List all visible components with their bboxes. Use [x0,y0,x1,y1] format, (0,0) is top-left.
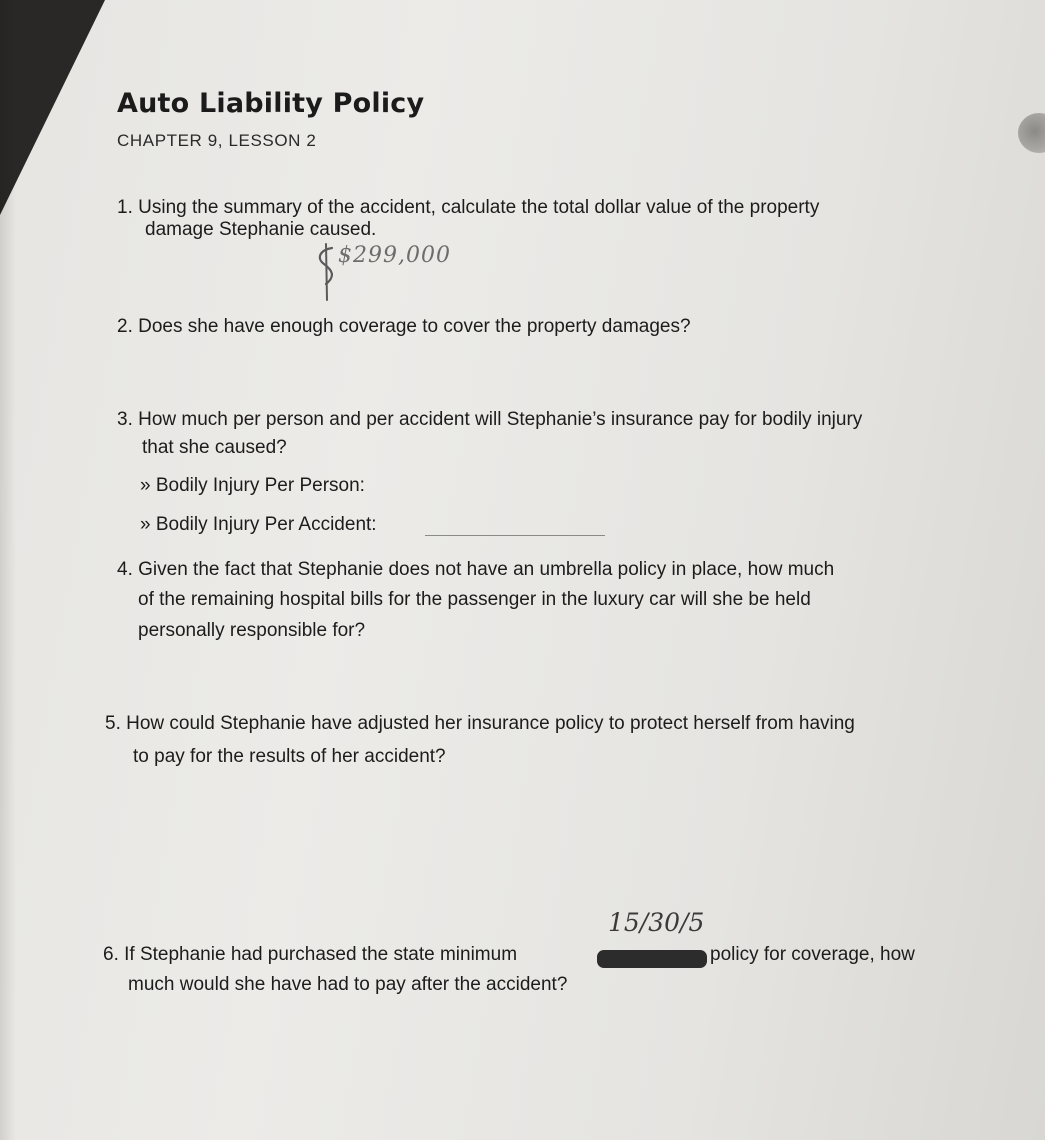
handwritten-answer-1: $299,000 [338,243,451,268]
question-6-line-2: much would she have had to pay after the accident? [128,974,568,995]
handwritten-state-minimum-note: 15/30/5 [608,908,705,937]
question-2-line-1: 2. Does she have enough coverage to cover the property damages? [117,316,691,337]
question-4-line-3: personally responsible for? [138,620,366,641]
answer-blank-per-accident [425,535,605,536]
question-4-line-1: 4. Given the fact that Stephanie does not have an umbrella policy in place, how much [117,559,835,580]
question-6-line-1-start: 6. If Stephanie had purchased the state minimum [103,944,518,965]
question-3-bullet-per-accident: » Bodily Injury Per Accident: [140,514,377,535]
page-title: Auto Liability Policy [117,88,425,119]
question-3-bullet-per-person: » Bodily Injury Per Person: [140,475,365,496]
question-5-line-2: to pay for the results of her accident? [133,746,446,767]
question-3-line-2: that she caused? [142,437,287,458]
edge-shadow [0,0,16,1140]
question-3-line-1: 3. How much per person and per accident will Stephanie’s insurance pay for bodily injury [117,409,863,430]
question-1-line-1: 1. Using the summary of the accident, calculate the total dollar value of the property [117,197,820,218]
question-4-line-2: of the remaining hospital bills for the passenger in the luxury car will she be held [138,589,811,610]
question-6-line-1-end: policy for coverage, how [710,944,915,965]
redacted-marker [597,950,707,968]
question-1-line-2: damage Stephanie caused. [145,219,377,240]
punch-hole [1018,113,1045,153]
question-5-line-1: 5. How could Stephanie have adjusted her insurance policy to protect herself from having [105,713,855,734]
chapter-label: CHAPTER 9, LESSON 2 [117,131,317,150]
